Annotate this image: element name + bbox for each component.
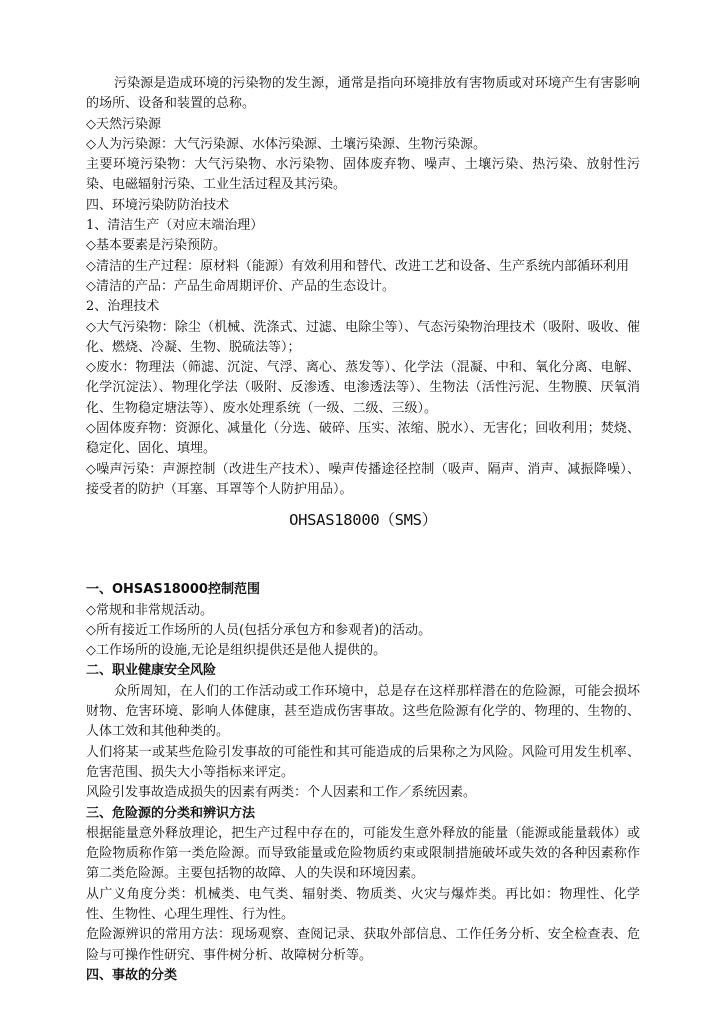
paragraph-pollution-source: 污染源是造成环境的污染物的发生源，通常是指向环境排放有害物质或对环境产生有害影响的场所、设备和装置的总称。 — [86, 76, 640, 112]
item-solid-waste: ◇固体废弃物：资源化、减量化（分选、破碎、压实、浓缩、脱水）、无害化；回收利用；焚烧、稳定化、固化、填埋。 — [86, 421, 640, 457]
subheading-treatment-tech: 2、治理技术 — [86, 299, 160, 315]
item-wastewater: ◇废水：物理法（筛滤、沉淀、气浮、离心、蒸发等）、化学法（混凝、中和、氧化分离、电解、化学沉淀法）、物理化学法（吸附、反渗透、电渗透法等）、生物法（活性污泥、生物膜、厌氧消化、生物稳定塘法等）、废水处理系统（一级、二级、三级）。 — [86, 360, 640, 416]
document-page — [86, 74, 640, 986]
item-workplace-facilities: ◇工作场所的设施,无论是组织提供还是他人提供的。 — [86, 643, 387, 659]
paragraph-hazard-sources: 众所周知，在人们的工作活动或工作环境中，总是存在这样那样潜在的危险源，可能会损坏财物、危害环境、影响人体健康，甚至造成伤害事故。这些危险源有化学的、物理的、生物的、人体工效和其他种类的。 — [86, 683, 640, 740]
heading-accident-classification: 四、事故的分类 — [86, 967, 178, 983]
paragraph-risk-factors: 风险引发事故造成损失的因素有两类：个人因素和工作／系统因素。 — [86, 785, 477, 801]
paragraph-identification-methods: 危险源辨识的常用方法：现场观察、查阅记录、获取外部信息、工作任务分析、安全检查表、危险与可操作性研究、事件树分析、故障树分析等。 — [86, 927, 640, 963]
heading-prevention-tech: 四、环境污染防防治技术 — [86, 197, 230, 213]
heading-ohs-risk: 二、职业健康安全风险 — [86, 663, 217, 679]
item-routine-activities: ◇常规和非常规活动。 — [86, 602, 213, 618]
paragraph-main-pollutants: 主要环境污染物：大气污染物、水污染物、固体废弃物、噪声、土壤污染、热污染、放射性污染、电磁辐射污染、工业生活过程及其污染。 — [86, 157, 640, 193]
document-title: OHSAS18000（SMS） — [289, 511, 437, 530]
item-basic-element: ◇基本要素是污染预防。 — [86, 238, 226, 254]
paragraph-broad-classification: 从广义角度分类：机械类、电气类、辐射类、物质类、火灾与爆炸类。再比如：物理性、化学性、生物性、心理生理性、行为性。 — [86, 886, 640, 922]
spacer — [86, 532, 640, 580]
item-clean-process: ◇清洁的生产过程：原材料（能源）有效利用和替代、改进工艺和设备、生产系统内部循环利用 — [86, 258, 629, 274]
paragraph-energy-release-theory: 根据能量意外释放理论，把生产过程中存在的，可能发生意外释放的能量（能源或能量载体）或危险物质称作第一类危险源。而导致能量或危险物质约束或限制措施破坏或失效的各种因素称作第二类危险源。主要包括物的故障、人的失误和环境因素。 — [86, 825, 640, 882]
subheading-clean-production: 1、清洁生产（对应末端治理） — [86, 218, 264, 234]
paragraph-risk-definition: 人们将某一或某些危险引发事故的可能性和其可能造成的后果称之为风险。风险可用发生机率、危害范围、损失大小等指标来评定。 — [86, 744, 640, 780]
item-noise: ◇噪声污染：声源控制（改进生产技术）、噪声传播途径控制（吸声、隔声、消声、减振降噪）、接受者的防护（耳塞、耳罩等个人防护用品）。 — [86, 461, 640, 497]
heading-control-scope: 一、OHSAS18000控制范围 — [86, 582, 260, 598]
item-human-source: ◇人为污染源：大气污染源、水体污染源、土壤污染源、生物污染源。 — [86, 136, 486, 152]
heading-hazard-classification: 三、危险源的分类和辨识方法 — [86, 805, 256, 821]
item-clean-product: ◇清洁的产品：产品生命周期评价、产品的生态设计。 — [86, 278, 395, 294]
item-personnel-activities: ◇所有接近工作场所的人员(包括分承包方和参观者)的活动。 — [86, 622, 432, 638]
item-air-pollutants: ◇大气污染物：除尘（机械、洗涤式、过滤、电除尘等）、气态污染物治理技术（吸附、吸收、催化、燃烧、冷凝、生物、脱硫法等）； — [86, 319, 640, 355]
item-natural-source: ◇天然污染源 — [86, 116, 161, 132]
